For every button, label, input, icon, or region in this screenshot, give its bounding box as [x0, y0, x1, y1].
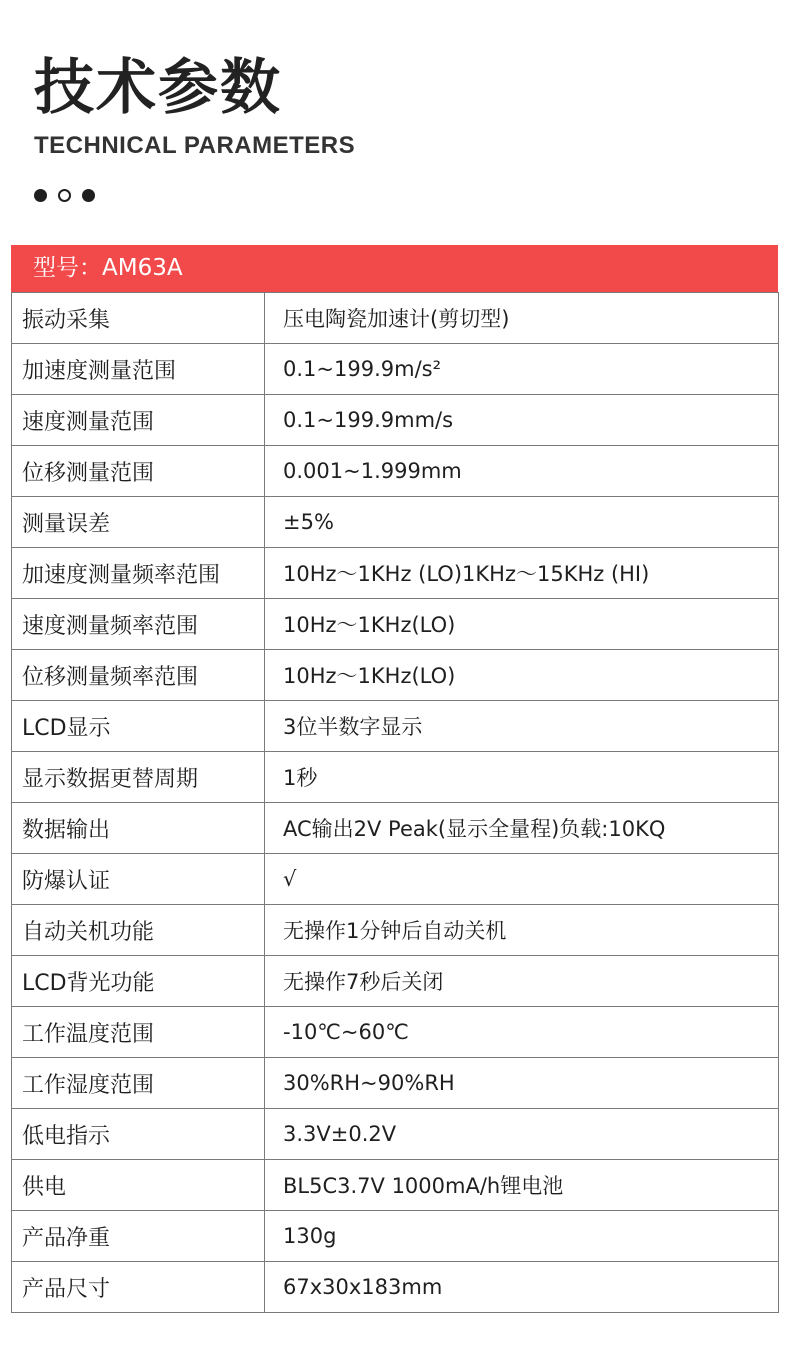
spec-value: 10Hz～1KHz(LO): [265, 599, 779, 650]
spec-row: [12, 650, 779, 701]
spec-value: 无操作7秒后关闭: [265, 956, 779, 1007]
spec-row: [12, 905, 779, 956]
spec-name: 显示数据更替周期: [12, 752, 265, 803]
spec-row: [12, 548, 779, 599]
spec-row: [12, 1007, 779, 1058]
spec-name: 工作湿度范围: [12, 1058, 265, 1109]
dot-hollow-icon: [58, 189, 71, 202]
decorative-dots: [34, 189, 95, 203]
spec-value: 10Hz～1KHz (LO)1KHz～15KHz (HI): [265, 548, 779, 599]
spec-name: 工作温度范围: [12, 1007, 265, 1058]
spec-row: [12, 803, 779, 854]
spec-value: -10℃~60℃: [265, 1007, 779, 1058]
spec-row: [12, 293, 779, 344]
spec-name: 振动采集: [12, 293, 265, 344]
spec-name: 速度测量范围: [12, 395, 265, 446]
model-header-bar: 型号：AM63A: [11, 245, 778, 292]
spec-row: [12, 752, 779, 803]
spec-row: [12, 1109, 779, 1160]
spec-name: 自动关机功能: [12, 905, 265, 956]
spec-row: [12, 599, 779, 650]
spec-value: BL5C3.7V 1000mA/h锂电池: [265, 1160, 779, 1211]
spec-value: 无操作1分钟后自动关机: [265, 905, 779, 956]
page-title: 技术参数: [34, 53, 282, 123]
spec-name: 加速度测量频率范围: [12, 548, 265, 599]
page-subtitle: TECHNICAL PARAMETERS: [34, 132, 356, 159]
spec-table-body: [12, 293, 779, 1313]
spec-name: 防爆认证: [12, 854, 265, 905]
spec-value: 1秒: [265, 752, 779, 803]
spec-row: [12, 395, 779, 446]
spec-row: [12, 1160, 779, 1211]
spec-row: [12, 956, 779, 1007]
spec-name: 速度测量频率范围: [12, 599, 265, 650]
spec-name: 位移测量范围: [12, 446, 265, 497]
spec-value: 3位半数字显示: [265, 701, 779, 752]
spec-value: 0.1~199.9m/s²: [265, 344, 779, 395]
spec-name: 产品尺寸: [12, 1262, 265, 1313]
spec-name: 位移测量频率范围: [12, 650, 265, 701]
spec-row: [12, 1058, 779, 1109]
spec-name: 测量误差: [12, 497, 265, 548]
spec-name: LCD显示: [12, 701, 265, 752]
spec-row: [12, 701, 779, 752]
spec-row: [12, 446, 779, 497]
spec-value: 67x30x183mm: [265, 1262, 779, 1313]
spec-row: [12, 1211, 779, 1262]
spec-row: [12, 344, 779, 395]
spec-row: [12, 497, 779, 548]
spec-name: 产品净重: [12, 1211, 265, 1262]
spec-value: 压电陶瓷加速计(剪切型): [265, 293, 779, 344]
spec-value: 30%RH~90%RH: [265, 1058, 779, 1109]
spec-value: 130g: [265, 1211, 779, 1262]
spec-row: [12, 854, 779, 905]
spec-name: 低电指示: [12, 1109, 265, 1160]
spec-name: 供电: [12, 1160, 265, 1211]
spec-table: [11, 292, 779, 1313]
spec-value: AC输出2V Peak(显示全量程)负载:10KQ: [265, 803, 779, 854]
spec-value: 0.001~1.999mm: [265, 446, 779, 497]
spec-name: LCD背光功能: [12, 956, 265, 1007]
spec-value: ±5%: [265, 497, 779, 548]
spec-value: √: [265, 854, 779, 905]
spec-value: 0.1~199.9mm/s: [265, 395, 779, 446]
spec-row: [12, 1262, 779, 1313]
spec-name: 数据输出: [12, 803, 265, 854]
spec-value: 10Hz～1KHz(LO): [265, 650, 779, 701]
dot-filled-icon: [34, 189, 47, 202]
spec-value: 3.3V±0.2V: [265, 1109, 779, 1160]
dot-filled-icon: [82, 189, 95, 202]
spec-name: 加速度测量范围: [12, 344, 265, 395]
